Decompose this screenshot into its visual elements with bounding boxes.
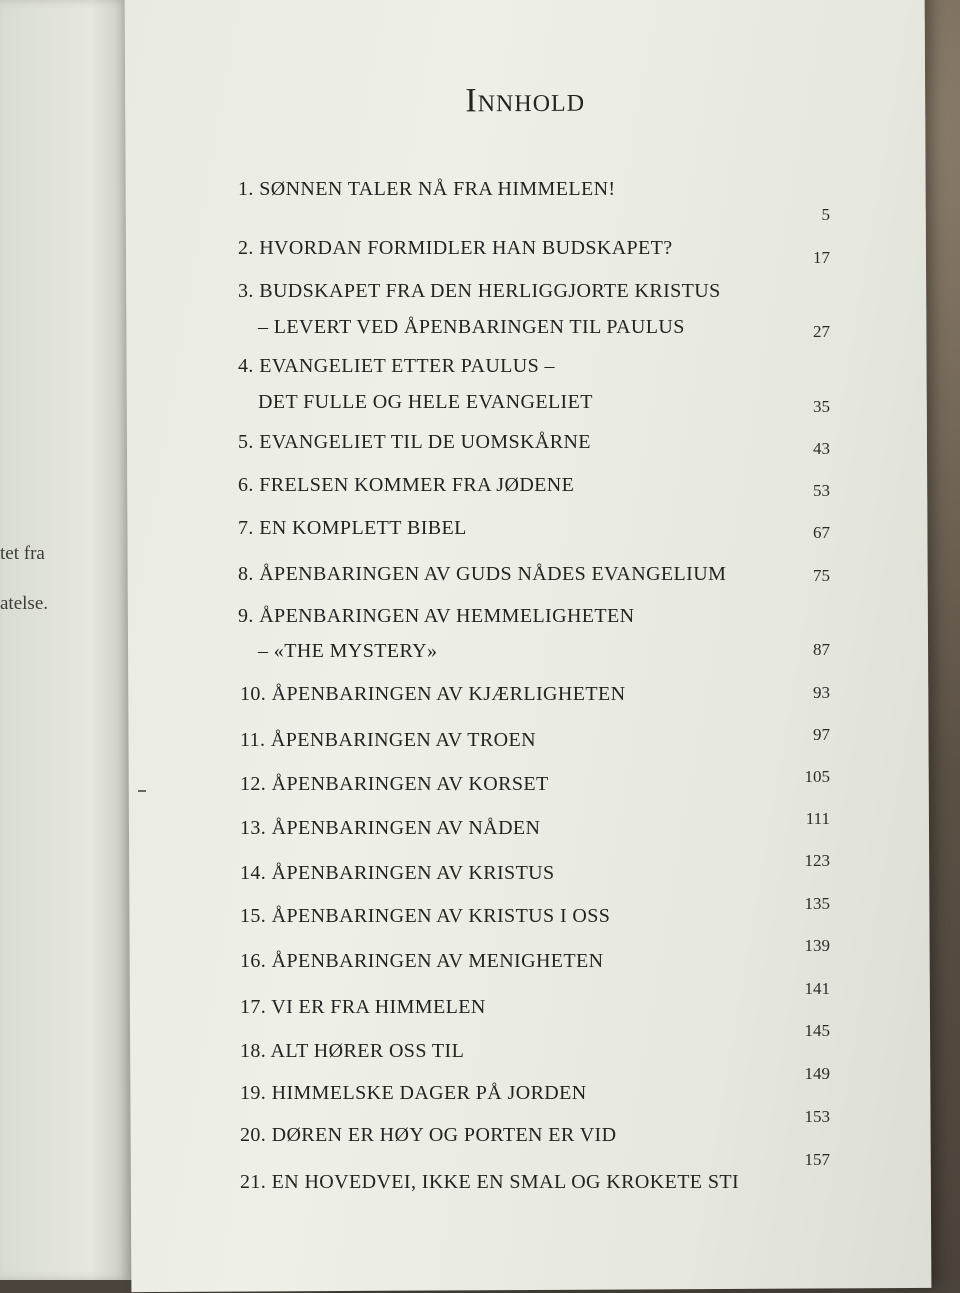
toc-page-number: 105 bbox=[804, 767, 830, 786]
toc-entry-line: 7. EN KOMPLETT BIBEL bbox=[238, 517, 467, 539]
toc-page-number: 139 bbox=[804, 936, 830, 955]
page-title: Innhold bbox=[465, 81, 586, 120]
toc-entry-line: 12. ÅPENBARINGEN AV KORSET bbox=[240, 773, 549, 795]
toc-page-number: 53 bbox=[813, 481, 830, 500]
toc-page-number: 43 bbox=[813, 439, 830, 458]
toc-entry-line: 17. VI ER FRA HIMMELEN bbox=[240, 996, 486, 1018]
toc-page-number: 123 bbox=[804, 851, 830, 870]
toc-entry-line: 3. BUDSKAPET FRA DEN HERLIGGJORTE KRISTUS bbox=[238, 280, 721, 302]
toc-page-number: 149 bbox=[804, 1064, 830, 1083]
toc-entry-line: 19. HIMMELSKE DAGER PÅ JORDEN bbox=[240, 1082, 587, 1104]
toc-entry-line: – LEVERT VED ÅPENBARINGEN TIL PAULUS bbox=[258, 316, 685, 338]
toc-page-number: 145 bbox=[804, 1021, 830, 1040]
toc-page-number: 67 bbox=[813, 523, 830, 542]
page-mark bbox=[138, 790, 146, 792]
toc-page-number: 17 bbox=[813, 248, 830, 267]
toc-entry-line: 4. EVANGELIET ETTER PAULUS – bbox=[238, 355, 555, 377]
toc-entry-line: 6. FRELSEN KOMMER FRA JØDENE bbox=[238, 474, 575, 496]
toc-entry-line: 9. ÅPENBARINGEN AV HEMMELIGHETEN bbox=[238, 605, 635, 627]
toc-page-number: 75 bbox=[813, 566, 830, 585]
toc-page-number: 141 bbox=[804, 979, 830, 998]
toc-entry-line: 16. ÅPENBARINGEN AV MENIGHETEN bbox=[240, 950, 604, 972]
toc-entry-line: 18. ALT HØRER OSS TIL bbox=[240, 1040, 465, 1062]
toc-entry-line: 14. ÅPENBARINGEN AV KRISTUS bbox=[240, 862, 555, 884]
toc-entry-line: 13. ÅPENBARINGEN AV NÅDEN bbox=[240, 817, 541, 839]
toc-entry-line: 2. HVORDAN FORMIDLER HAN BUDSKAPET? bbox=[238, 237, 673, 259]
toc-entry-line: 15. ÅPENBARINGEN AV KRISTUS I OSS bbox=[240, 905, 611, 927]
toc-entry-line: 5. EVANGELIET TIL DE UOMSKÅRNE bbox=[238, 431, 591, 453]
toc-page-number: 27 bbox=[813, 322, 830, 341]
toc-entry-line: 8. ÅPENBARINGEN AV GUDS NÅDES EVANGELIUM bbox=[238, 563, 727, 585]
toc-entry-line: – «THE MYSTERY» bbox=[258, 640, 438, 662]
toc-entry-line: 1. SØNNEN TALER NÅ FRA HIMMELEN! bbox=[238, 178, 616, 200]
toc-entry-line: DET FULLE OG HELE EVANGELIET bbox=[258, 391, 593, 413]
toc-page-number: 111 bbox=[805, 809, 830, 828]
toc-page-number: 87 bbox=[813, 640, 830, 659]
toc-entry-line: 11. ÅPENBARINGEN AV TROEN bbox=[240, 729, 536, 751]
toc-page-number: 5 bbox=[821, 205, 830, 224]
toc-page-number: 93 bbox=[813, 683, 830, 702]
toc-entry-line: 20. DØREN ER HØY OG PORTEN ER VID bbox=[240, 1124, 617, 1146]
left-page-fragment: atelse. bbox=[0, 593, 49, 614]
toc-page-number: 97 bbox=[813, 725, 830, 744]
toc-entry-line: 21. EN HOVEDVEI, IKKE EN SMAL OG KROKETE STI bbox=[240, 1171, 740, 1193]
toc-page-number: 153 bbox=[804, 1107, 830, 1126]
left-page bbox=[0, 0, 132, 1280]
toc-page-number: 135 bbox=[804, 894, 830, 913]
toc-page-number: 157 bbox=[804, 1150, 830, 1169]
left-page-fragment: tet fra bbox=[0, 543, 45, 564]
toc-entry-line: 10. ÅPENBARINGEN AV KJÆRLIGHETEN bbox=[240, 683, 626, 705]
toc-page-number: 35 bbox=[813, 397, 830, 416]
